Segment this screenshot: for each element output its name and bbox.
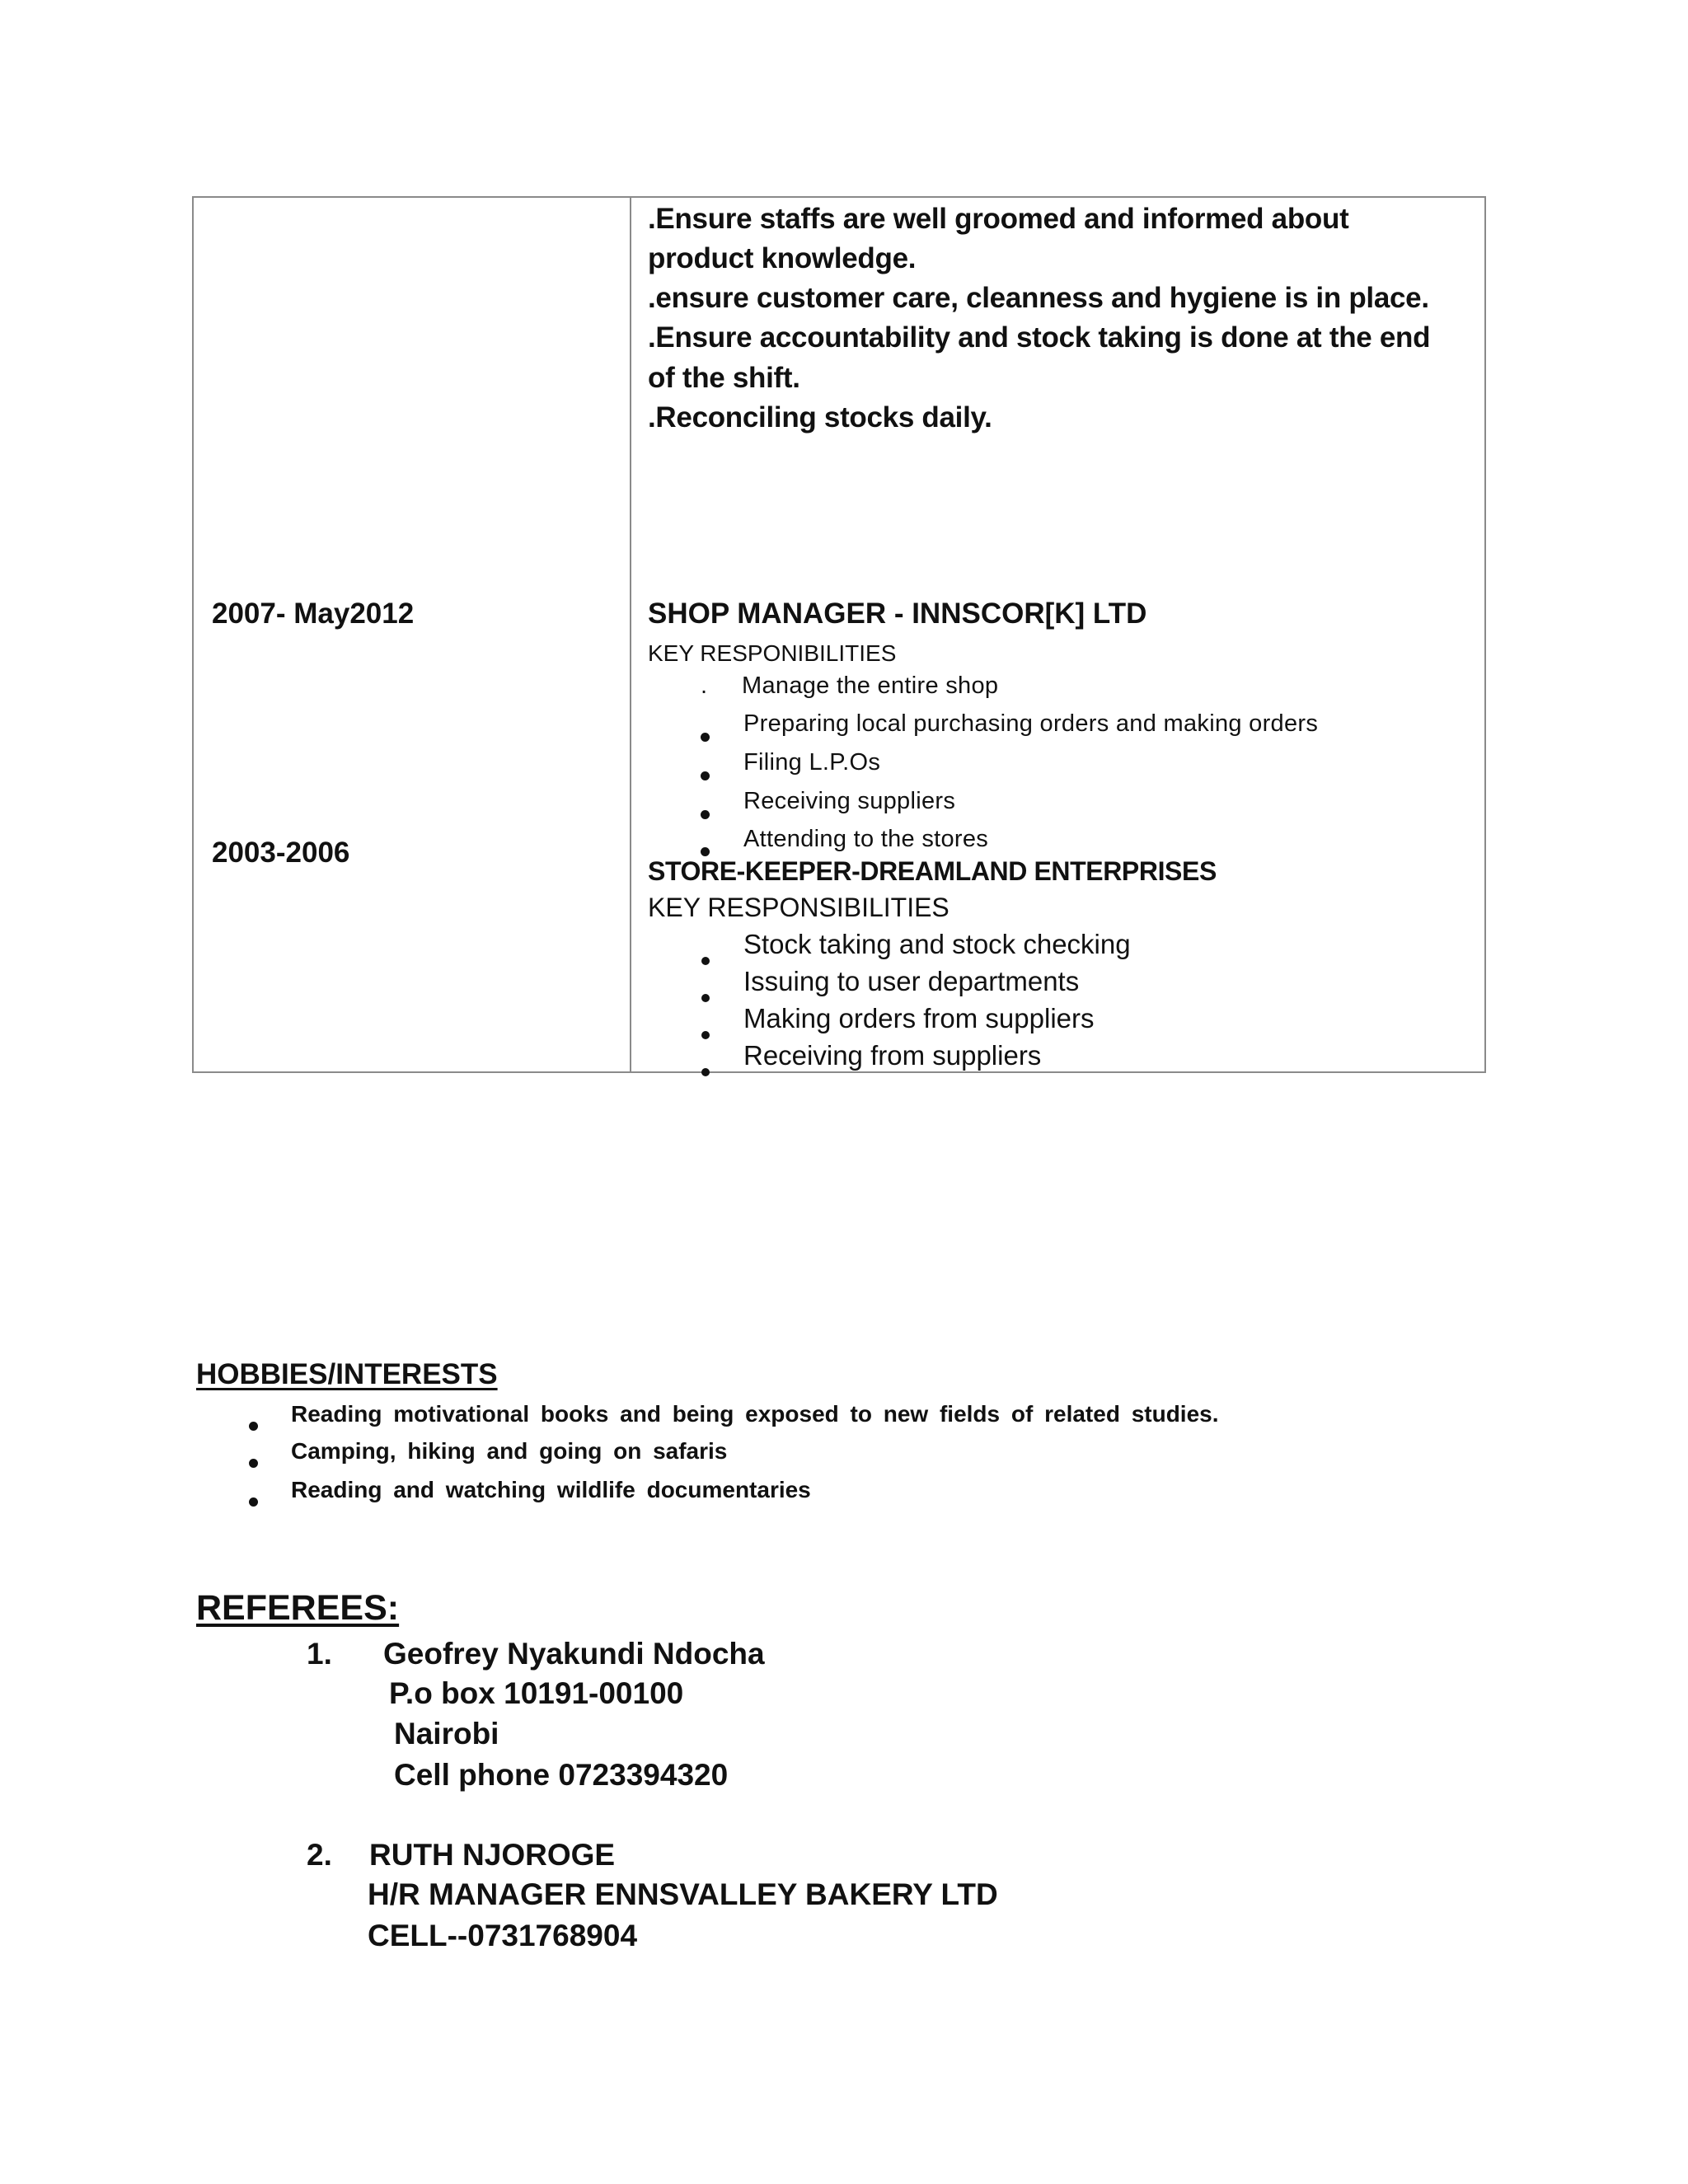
duty-line: .Ensure accountability and stock taking is done at the end <box>648 321 1431 354</box>
hobbies-heading: HOBBIES/INTERESTS <box>196 1358 498 1390</box>
job-period: 2003-2006 <box>212 837 350 869</box>
responsibility-text: Receiving from suppliers <box>743 1040 1042 1071</box>
responsibility-text: Issuing to user departments <box>743 966 1080 996</box>
referee-name: RUTH NJOROGE <box>369 1838 616 1872</box>
responsibilities-heading: KEY RESPONIBILITIES <box>648 640 897 666</box>
referee-name: Geofrey Nyakundi Ndocha <box>383 1637 765 1671</box>
referee-position: H/R MANAGER ENNSVALLEY BAKERY LTD <box>368 1877 998 1911</box>
responsibility-text: Preparing local purchasing orders and making orders <box>743 710 1319 737</box>
responsibility-text: Manage the entire shop <box>742 673 999 699</box>
bullet-dot-icon <box>701 760 710 787</box>
bullet-dot-icon <box>701 799 710 826</box>
job-title: STORE-KEEPER-DREAMLAND ENTERPRISES <box>648 856 1217 886</box>
job-period: 2007- May2012 <box>212 598 415 630</box>
bullet-dot-icon <box>701 1015 710 1046</box>
referees-heading: REFEREES: <box>196 1588 400 1628</box>
bullet-dot-icon <box>701 977 710 1009</box>
duty-line: product knowledge. <box>648 242 917 274</box>
bullet-dot-icon <box>249 1410 258 1436</box>
hobby-text: Reading and watching wildlife documentaries <box>291 1477 811 1502</box>
duty-line: .Reconciling stocks daily. <box>648 401 992 434</box>
responsibility-text: Filing L.P.Os <box>743 749 881 776</box>
responsibility-text: Making orders from suppliers <box>743 1003 1095 1033</box>
duty-line: .ensure customer care, cleanness and hygiene is in place. <box>648 282 1429 314</box>
duty-line: .Ensure staffs are well groomed and informed about <box>648 203 1349 235</box>
job-title: SHOP MANAGER - INNSCOR[K] LTD <box>648 598 1147 630</box>
bullet-dot-icon <box>701 1052 710 1083</box>
referee-address: P.o box 10191-00100 <box>389 1676 684 1710</box>
hobby-text: Camping, hiking and going on safaris <box>291 1438 728 1464</box>
referee-number: 1. <box>307 1637 332 1671</box>
bullet-dot-icon <box>701 721 710 748</box>
responsibility-text: Attending to the stores <box>743 826 989 852</box>
responsibility-text: Receiving suppliers <box>743 788 956 814</box>
duty-line: of the shift. <box>648 362 800 394</box>
referee-number: 2. <box>307 1838 332 1872</box>
bullet-dot-icon <box>249 1447 258 1474</box>
referee-phone: CELL--0731768904 <box>368 1919 638 1952</box>
responsibility-text: Stock taking and stock checking <box>743 929 1131 959</box>
referee-city: Nairobi <box>394 1717 499 1750</box>
bullet-dot-icon <box>701 940 710 972</box>
referee-phone: Cell phone 0723394320 <box>394 1758 729 1792</box>
experience-table <box>192 196 1486 1073</box>
responsibilities-heading: KEY RESPONSIBILITIES <box>648 893 950 922</box>
bullet-dot-icon <box>249 1486 258 1512</box>
hobby-text: Reading motivational books and being exposed to new fields of related studies. <box>291 1401 1219 1427</box>
column-divider <box>630 198 631 1071</box>
bullet-marker: . <box>701 673 708 699</box>
